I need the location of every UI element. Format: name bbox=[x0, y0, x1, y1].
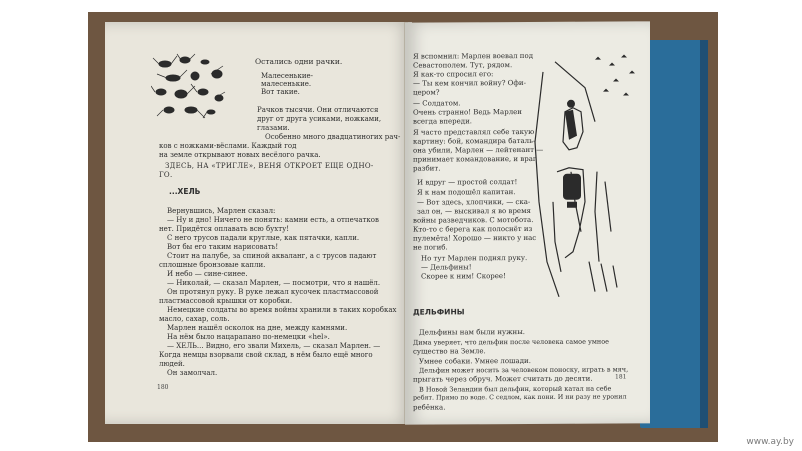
text-line: Особенно много двадцатиногих рач- bbox=[265, 133, 401, 141]
text-line: Я как-то спросил его: bbox=[413, 70, 494, 79]
text-line: она убили, Марлен — лейтенант — bbox=[413, 145, 544, 155]
poem-line: малесенькие. bbox=[261, 80, 312, 88]
text-line: Но тут Марлен поднял руку. bbox=[421, 254, 528, 263]
text-line: И небо — сине-синее. bbox=[167, 270, 248, 278]
text-line: В Новой Зеландии был дельфин, который катал на себе bbox=[419, 384, 612, 394]
section-title: ...ХЕЛЬ bbox=[169, 187, 201, 196]
text-line: Я часто представлял себе такую bbox=[413, 127, 535, 137]
page-number: 181 bbox=[615, 373, 627, 381]
text-line: нет. Придётся оплавать всю бухту! bbox=[159, 225, 290, 233]
text-line: Дима уверяет, что дельфин после человека самое умное bbox=[413, 337, 609, 347]
text-line: картину: бой, командира баталь- bbox=[413, 136, 536, 146]
text-line: войны разведчиков. С мотобота. bbox=[413, 215, 534, 225]
text-line: Дельфины нам были нужны. bbox=[419, 328, 526, 337]
text-line: глазами. bbox=[257, 124, 290, 132]
page-number: 180 bbox=[157, 384, 169, 391]
text-line: сплошные бронзовые капли. bbox=[159, 261, 266, 269]
text-line: зал он, — выскивал я во время bbox=[417, 206, 531, 216]
text-line: масло, сахар, соль. bbox=[159, 315, 230, 323]
text-line: разбит. bbox=[413, 164, 441, 173]
book-cover-edge bbox=[700, 40, 708, 428]
text-line: На нём было нацарапано по-немецки «hel». bbox=[167, 333, 330, 341]
text-line: Он замолчал. bbox=[167, 369, 218, 377]
text-line: ребёнка. bbox=[413, 403, 446, 412]
text-line: существо на Земле. bbox=[413, 347, 486, 356]
text-line: ГО. bbox=[159, 171, 173, 179]
text-line: Я вспомнил: Марлен воевал под bbox=[413, 51, 534, 61]
text-line: — Вот здесь, хлопчики, — ска- bbox=[417, 197, 531, 207]
text-line: принимает командование, и враг bbox=[413, 154, 537, 164]
text-line: Стоит на палубе, за спиной акваланг, а с трусов падают bbox=[167, 252, 377, 260]
text-line: — Дельфины! bbox=[421, 263, 472, 272]
poem-line: Малесенькие- bbox=[261, 72, 314, 80]
text-line: Дельфин может носить за человеком поноску, играть в мяч, bbox=[419, 365, 629, 375]
text-line: цером? bbox=[413, 88, 440, 97]
text-line: людей. bbox=[159, 360, 185, 368]
text-line: Немецкие солдаты во время войны хранили в таких коробках bbox=[167, 306, 397, 314]
text-line: не погиб. bbox=[413, 243, 448, 252]
section-title: ДЕЛЬФИНЫ bbox=[413, 307, 465, 317]
left-page bbox=[105, 22, 412, 424]
text-line: — Николай, — сказал Марлен, — посмотри, что я нашёл. bbox=[167, 279, 381, 287]
text-line: Умнее собаки. Умнее лошади. bbox=[419, 356, 531, 366]
text-line: ребят. Прямо по воде. С седлом, как пони. И ни разу не уронил bbox=[413, 393, 627, 402]
text-line: — ХЕЛЬ... Видно, его звали Михель, — сказал Марлен. — bbox=[167, 342, 381, 350]
text-line: друг от друга усиками, ножками, bbox=[257, 115, 382, 123]
text-line: — Солдатом. bbox=[413, 99, 461, 108]
text-line: Я к нам подошёл капитан. bbox=[417, 188, 516, 197]
text-line: Кто-то с берега как полоснёт из bbox=[413, 224, 533, 234]
text-line: Когда немцы взорвали свой склад, в нём было ещё много bbox=[159, 351, 373, 359]
text-line: Рачков тысячи. Они отличаются bbox=[257, 106, 379, 114]
text-line: ков с ножками-вёслами. Каждый год bbox=[159, 142, 297, 150]
text-line: С него трусов падали круглые, как пятачки, капли. bbox=[167, 234, 360, 242]
diver-illustration bbox=[525, 51, 640, 302]
text-line: — Ты кем кончил войну? Офи- bbox=[413, 79, 526, 88]
text-line: всегда впереди. bbox=[413, 117, 472, 126]
text-line: на земле открывают новых весёлого рачка. bbox=[159, 151, 321, 159]
text-line: — Ну и дно! Ничего не понять: камни есть, а отпечатков bbox=[167, 216, 379, 224]
text-line: Вернувшись, Марлен сказал: bbox=[167, 207, 276, 215]
right-page bbox=[405, 21, 650, 424]
text-line: Севастополем. Тут, рядом. bbox=[413, 61, 513, 70]
text-line: И вдруг — простой солдат! bbox=[417, 178, 518, 187]
text-line: пластмассовой крышки от коробки. bbox=[159, 297, 293, 305]
watermark: www.ay.by bbox=[746, 437, 794, 447]
text-line: ЗДЕСЬ, НА «ТРИГЛЕ», ВЕНЯ ОТКРОЕТ ЕЩЕ ОДНО- bbox=[165, 162, 374, 170]
text-line: Марлен нашёл осколок на дне, между камнями. bbox=[167, 324, 348, 332]
text-line: пулемёта! Хорошо — никто у нас bbox=[413, 233, 537, 243]
text-line: Он протянул руку. В руке лежал кусочек пластмассовой bbox=[167, 288, 379, 296]
text-line: прыгать через обруч. Может считать до десяти. bbox=[413, 374, 593, 384]
crustaceans-illustration bbox=[151, 52, 229, 120]
text-line: Очень странно! Ведь Марлен bbox=[413, 108, 522, 117]
text-line: Вот бы его таким нарисовать! bbox=[167, 243, 279, 251]
poem-line: Вот такие. bbox=[261, 88, 300, 96]
text-line: Скорее к ним! Скорее! bbox=[421, 272, 506, 281]
poem-title: Остались одни рачки. bbox=[255, 57, 343, 66]
